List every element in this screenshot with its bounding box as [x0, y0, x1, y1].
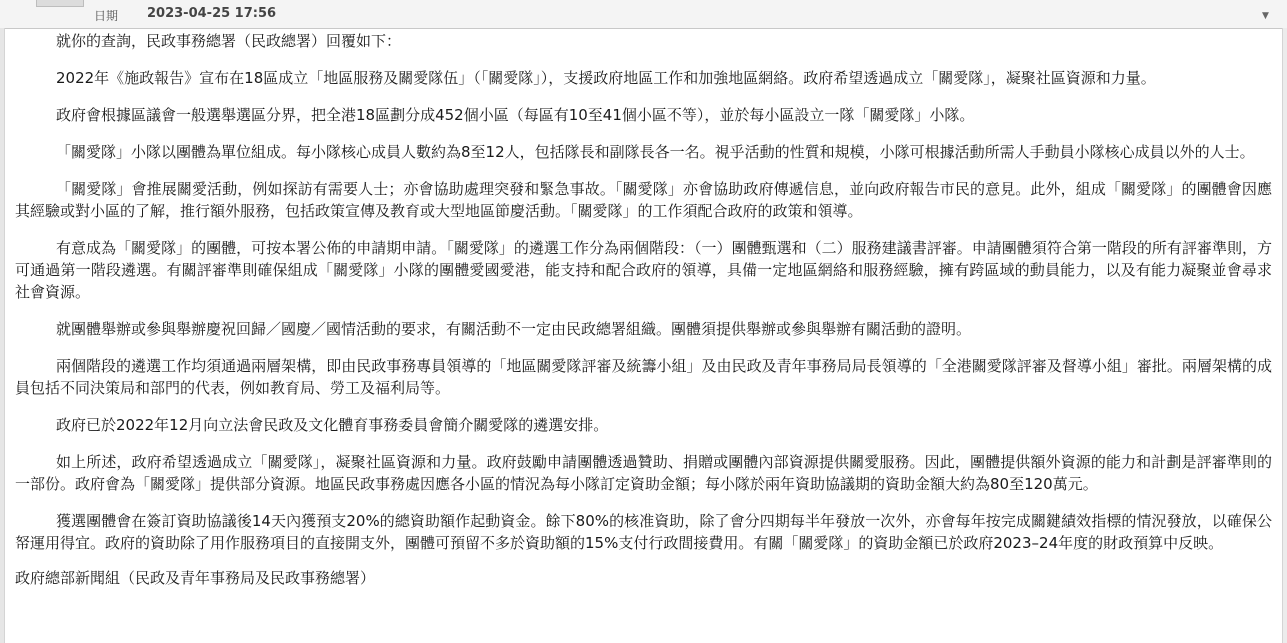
- body-paragraph: 2022年《施政報告》宣布在18區成立「地區服務及關愛隊伍」（「關愛隊」），支援政府地區工作和加強地區網絡。政府希望透過成立「關愛隊」，凝聚社區資源和力量。: [56, 69, 1156, 87]
- message-body: [15, 30, 1272, 604]
- scrollbar-track[interactable]: [1282, 28, 1287, 643]
- left-panel-edge: [0, 28, 5, 643]
- body-paragraph: 獲選團體會在簽訂資助協議後14天內獲預支20%的總資助額作起動資金。餘下80%的核准資助，除了會分四期每半年發放一次外，亦會每年按完成關鍵績效指標的情況發放，以確保公帑運用得宜。政府的資助除了用作服務項目的直接開支外，團體可預留不多於資助額的15%支付行政間接費用。有關「關愛隊」的資助金額已於政府2023–24年度的財政預算中反映。: [15, 512, 1272, 552]
- body-paragraph: 兩個階段的遴選工作均須通過兩層架構，即由民政事務專員領導的「地區關愛隊評審及統籌小組」及由民政及青年事務局局長領導的「全港關愛隊評審及督導小組」審批。兩層架構的成員包括不同決策局和部門的代表，例如教育局、勞工及福利局等。: [15, 357, 1272, 397]
- date-label: 日期: [94, 9, 119, 23]
- body-paragraph: 政府會根據區議會一般選舉選區分界，把全港18區劃分成452個小區（每區有10至41個小區不等），並於每小區設立一隊「關愛隊」小隊。: [56, 106, 975, 124]
- body-paragraph: 就你的查詢，民政事務總署（民政總署）回覆如下：: [56, 32, 402, 50]
- body-paragraph: 就團體舉辦或參與舉辦慶祝回歸／國慶／國情活動的要求，有關活動不一定由民政總署組織。團體須提供舉辦或參與舉辦有關活動的證明。: [56, 320, 972, 338]
- date-value: 2023-04-25 17:56: [147, 6, 277, 21]
- message-signoff: 政府總部新聞組（民政及青年事務局及民政事務總署）: [15, 569, 376, 587]
- sender-avatar: [36, 0, 84, 7]
- body-paragraph: 「關愛隊」小隊以團體為單位組成。每小隊核心成員人數約為8至12人，包括隊長和副隊長各一名。視乎活動的性質和規模，小隊可根據活動所需人手動員小隊核心成員以外的人士。: [56, 143, 1255, 161]
- body-paragraph: 政府已於2022年12月向立法會民政及文化體育事務委員會簡介關愛隊的遴選安排。: [56, 416, 609, 434]
- body-paragraph: 有意成為「關愛隊」的團體，可按本署公佈的申請期申請。「關愛隊」的遴選工作分為兩個階段：（一）團體甄選和（二）服務建議書評審。申請團體須符合第一階段的所有評審準則，方可通過第一階段遴選。有關評審準則確保組成「關愛隊」小隊的團體愛國愛港，能支持和配合政府的領導，具備一定地區網絡和服務經驗，擁有跨區域的動員能力，以及有能力凝聚並會尋求社會資源。: [15, 239, 1272, 301]
- body-paragraph: 如上所述，政府希望透過成立「關愛隊」，凝聚社區資源和力量。政府鼓勵申請團體透過贊助、捐贈或團體內部資源提供關愛服務。因此，團體提供額外資源的能力和計劃是評審準則的一部份。政府會為「關愛隊」提供部分資源。地區民政事務處因應各小區的情況為每小隊訂定資助金額；每小隊於兩年資助協議期的資助金額大約為80至120萬元。: [15, 453, 1272, 493]
- body-paragraph: 「關愛隊」會推展關愛活動，例如探訪有需要人士；亦會協助處理突發和緊急事故。「關愛隊」亦會協助政府傳遞信息，並向政府報告市民的意見。此外，組成「關愛隊」的團體會因應其經驗或對小區的了解，推行額外服務，包括政策宣傳及教育或大型地區節慶活動。「關愛隊」的工作須配合政府的政策和領導。: [15, 180, 1272, 220]
- chevron-down-icon[interactable]: ▼: [1262, 11, 1269, 21]
- message-header: [0, 0, 1287, 29]
